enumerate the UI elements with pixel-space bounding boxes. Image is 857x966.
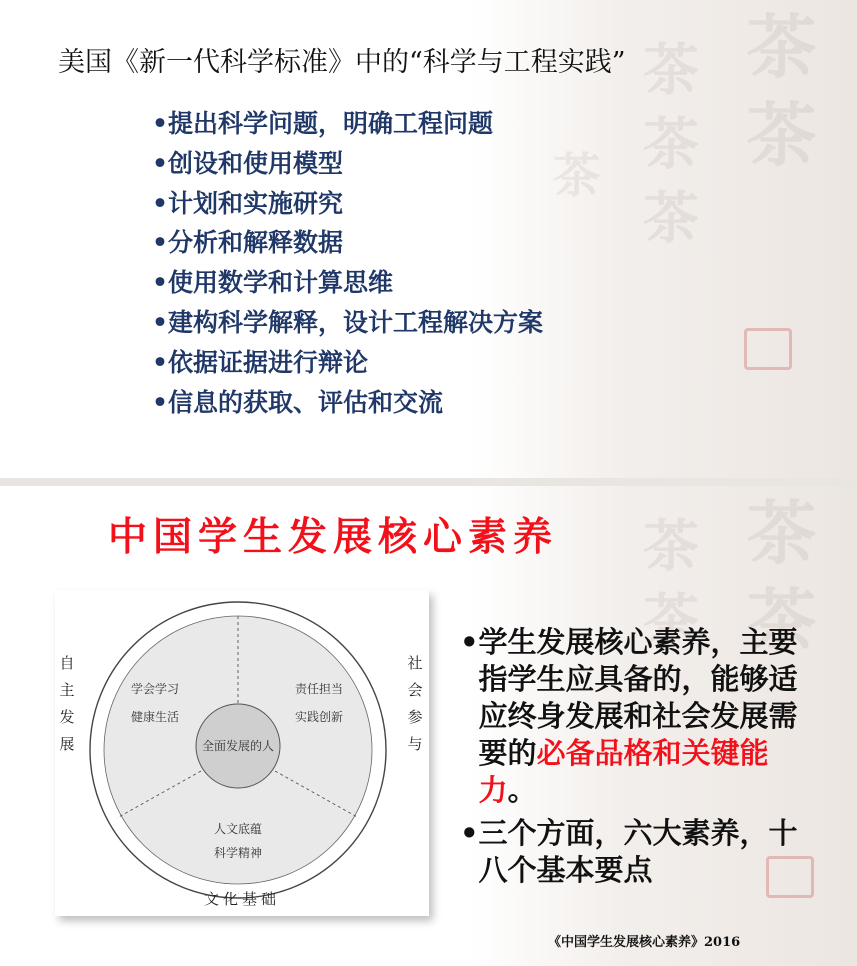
right-sector-line-2: 实践创新	[294, 710, 344, 724]
left-sector-line-2: 健康生活	[130, 710, 180, 724]
practice-item	[152, 104, 543, 144]
practice-item-text: 分析和解释数据	[168, 228, 344, 258]
slide-1-title: 美国《新一代科学标准》中的“科学与工程实践”	[58, 47, 626, 78]
bullet-1-suffix: 。	[507, 773, 537, 807]
description-bullet-1	[460, 624, 810, 809]
description-bullet-2	[460, 815, 810, 889]
bullet-icon: •	[152, 188, 168, 218]
bullet-1-prefix: 学生发展核心素养，主要指学生应具备的，能够适应终身发展和社会发展需要的	[478, 625, 798, 770]
bullet-icon: •	[152, 307, 168, 337]
bullet-icon: •	[152, 109, 168, 138]
bullet-2-text: 三个方面，六大素养，十八个基本要点	[478, 816, 798, 887]
bullet-1-highlight: 必备品格和关键能力	[478, 736, 769, 807]
practice-item	[152, 144, 543, 184]
practice-item-text: 使用数学和计算思维	[168, 268, 394, 298]
practice-item	[152, 223, 543, 263]
core-competency-diagram	[55, 590, 429, 916]
bottom-sector-line-1: 人文底蕴	[213, 822, 263, 836]
center-text: 全面发展的人	[201, 739, 275, 753]
practice-item-text: 提出科学问题，明确工程问题	[168, 109, 494, 138]
practice-item	[152, 383, 543, 423]
slide-2-title: 中国学生发展核心素养	[108, 514, 559, 560]
aspect-char: 主	[59, 681, 75, 699]
practice-item-text: 信息的获取、评估和交流	[168, 387, 444, 417]
bullet-icon: •	[152, 268, 168, 298]
bullet-1-text	[479, 624, 810, 809]
calligraphy-background: 茶茶	[735, 10, 818, 186]
aspect-char: 社	[407, 654, 423, 672]
practice-item-text: 创设和使用模型	[168, 148, 344, 178]
aspect-char: 会	[407, 681, 423, 699]
aspect-char: 参	[407, 708, 423, 726]
aspect-char: 与	[407, 735, 423, 753]
practice-list	[152, 104, 543, 422]
bullet-icon: •	[460, 816, 479, 850]
left-sector-line-1: 学会学习	[130, 682, 180, 696]
citation: 《中国学生发展核心素养》2016	[548, 935, 741, 950]
bullet-icon: •	[152, 387, 168, 417]
bottom-sector-line-2: 科学精神	[213, 846, 263, 860]
right-aspect-label	[405, 650, 425, 758]
bullet-icon: •	[152, 148, 168, 178]
practice-item	[152, 303, 543, 343]
bullet-icon: •	[460, 625, 479, 659]
bullet-icon: •	[152, 347, 168, 377]
practice-item-text: 计划和实施研究	[168, 188, 344, 218]
aspect-char: 展	[59, 735, 75, 753]
practice-item	[152, 263, 543, 303]
calligraphy-background: 茶茶茶	[634, 40, 700, 262]
practice-item	[152, 343, 543, 383]
aspect-char: 发	[59, 708, 75, 726]
aspect-char: 自	[59, 654, 75, 672]
seal-stamp-icon	[744, 328, 792, 370]
bottom-aspect-label: 文化基础	[203, 890, 280, 908]
calligraphy-background: 茶茶	[634, 516, 700, 664]
right-sector-line-1: 责任担当	[294, 682, 344, 696]
practice-item-text: 建构科学解释，设计工程解决方案	[168, 307, 544, 337]
calligraphy-background: 茶	[544, 150, 600, 216]
competency-description	[460, 624, 810, 895]
practice-item	[152, 184, 543, 224]
left-aspect-label	[57, 650, 77, 758]
calligraphy-background: 茶茶	[735, 496, 818, 672]
bullet-icon: •	[152, 228, 168, 258]
practice-item-text: 依据证据进行辩论	[168, 347, 369, 377]
